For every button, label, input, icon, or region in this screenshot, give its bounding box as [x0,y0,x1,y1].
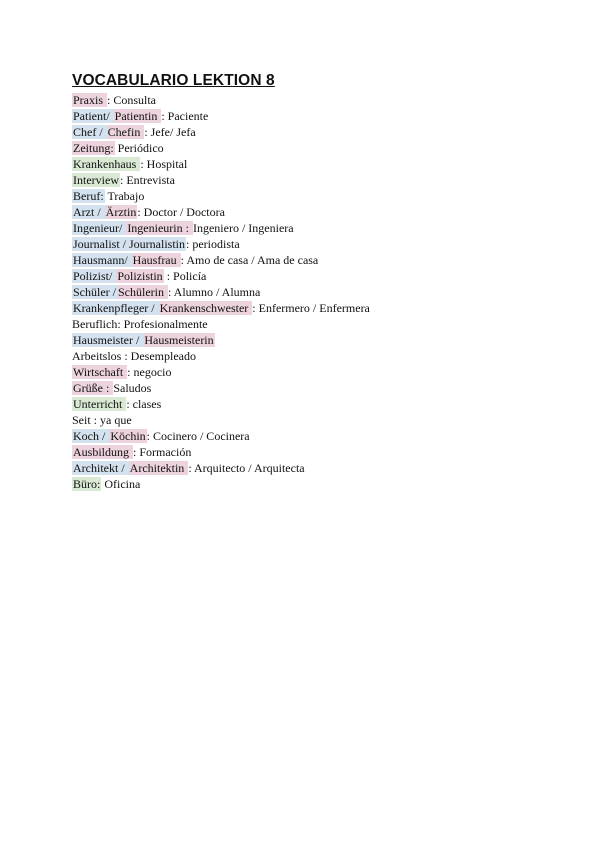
translation-text: Ingeniero / Ingeniera [192,221,294,235]
translation-text: : Doctor / Doctora [137,205,225,219]
highlighted-term: Architektin [129,461,188,475]
highlighted-term: Köchin [110,429,146,443]
highlighted-term: Zeitung: [73,141,114,155]
highlighted-term: Patientin [114,109,161,123]
translation-text: : Paciente [161,109,209,123]
highlighted-term: Polizistin [117,269,163,283]
vocab-row [72,108,370,124]
highlighted-term: Ausbildung [73,445,133,459]
highlighted-term: Ingenieurin : [127,221,192,235]
highlighted-term: Chef / [73,125,106,139]
highlighted-term: Chefin [107,125,144,139]
vocab-row [72,396,370,412]
vocab-row [72,140,370,156]
highlighted-term: Büro: [73,477,101,491]
translation-text: : Cocinero / Cocinera [146,429,250,443]
translation-text: : clases [126,397,162,411]
translation-text: : Arquitecto / Arquitecta [188,461,305,475]
highlighted-term: Ärztin [105,205,137,219]
vocab-row [72,380,370,396]
vocab-row [72,124,370,140]
highlighted-term: Journalist / Journalistin [73,237,185,251]
page-title: VOCABULARIO LEKTION 8 [72,72,275,89]
vocab-row [72,460,370,476]
highlighted-term: Polizist/ [73,269,116,283]
translation-text: Oficina [101,477,141,491]
highlighted-term: Hausfrau [132,253,180,267]
vocab-row [72,252,370,268]
vocab-row [72,284,370,300]
translation-text: : Policía [163,269,207,283]
vocab-row [72,204,370,220]
highlighted-term: Beruf: [73,189,104,203]
highlighted-term: Arzt / [73,205,104,219]
highlighted-term: Krankenpfleger / [73,301,158,315]
vocabulary-list [72,92,370,492]
translation-text: : Jefe/ Jefa [144,125,196,139]
highlighted-term: Interview [73,173,119,187]
highlighted-term: Koch / [73,429,109,443]
vocab-row [72,428,370,444]
highlighted-term: Krankenhaus [73,157,140,171]
vocab-row [72,316,370,332]
highlighted-term: Krankenschwester [159,301,252,315]
highlighted-term: Hausmeister / [73,333,143,347]
translation-text: : Alumno / Alumna [168,285,261,299]
vocab-row [72,92,370,108]
vocab-row [72,172,370,188]
translation-text: : Entrevista [119,173,175,187]
highlighted-term: Hausmann/ [73,253,131,267]
translation-text: : Hospital [140,157,188,171]
highlighted-term: Wirtschaft [73,365,127,379]
translation-text: : Amo de casa / Ama de casa [180,253,319,267]
vocab-row [72,348,370,364]
translation-text: Periódico [114,141,164,155]
vocab-row [72,220,370,236]
translation-text: : Formación [133,445,192,459]
highlighted-term: Praxis [73,93,106,107]
vocab-row [72,332,370,348]
vocab-row [72,300,370,316]
highlighted-term: Grüße : [73,381,113,395]
highlighted-term: Architekt / [73,461,128,475]
vocab-row [72,364,370,380]
vocab-row [72,188,370,204]
translation-text: Beruflich: Profesionalmente [72,317,208,331]
translation-text: Arbeitslos : Desempleado [72,349,196,363]
highlighted-term: Hausmeisterin [144,333,214,347]
vocab-row [72,236,370,252]
vocab-row [72,268,370,284]
translation-text: Saludos [113,381,152,395]
vocab-row [72,476,370,492]
translation-text: : Consulta [107,93,157,107]
highlighted-term: Patient/ [73,109,113,123]
vocab-row [72,444,370,460]
highlighted-term: Schülerin [118,285,167,299]
vocab-row [72,156,370,172]
highlighted-term: Ingenieur/ [73,221,126,235]
translation-text: Trabajo [104,189,145,203]
vocab-row [72,412,370,428]
translation-text: : Enfermero / Enfermera [252,301,370,315]
translation-text: : negocio [127,365,172,379]
highlighted-term: Schüler / [73,285,116,299]
translation-text: : periodista [186,237,240,251]
highlighted-term: Unterricht [73,397,126,411]
translation-text: Seit : ya que [72,413,132,427]
